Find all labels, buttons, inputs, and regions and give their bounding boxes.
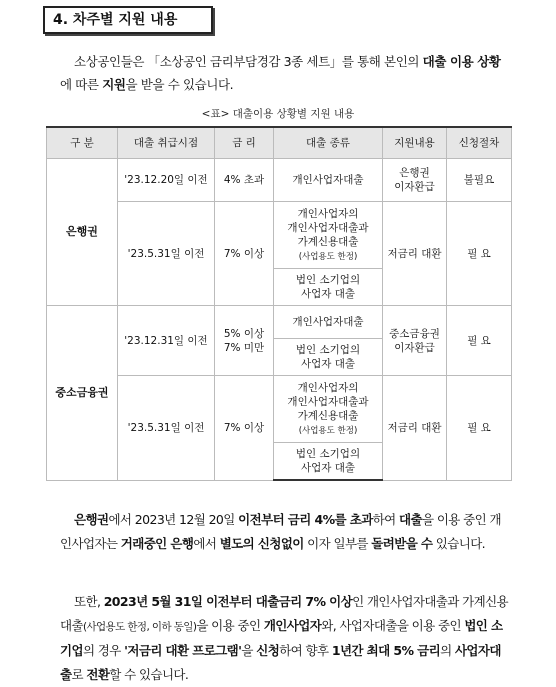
support-cell: 중소금융권 이자환급 bbox=[383, 306, 447, 376]
procedure-cell: 불필요 bbox=[447, 159, 512, 202]
table-row bbox=[47, 159, 512, 202]
procedure-cell: 필 요 bbox=[447, 202, 512, 306]
loan-date-cell: '23.12.31일 이전 bbox=[118, 306, 215, 376]
header-cell: 지원내용 bbox=[383, 127, 447, 159]
loan-type-cell: 법인 소기업의 사업자 대출 bbox=[274, 269, 383, 306]
category-smfi: 중소금융권 bbox=[47, 306, 118, 481]
loan-type-cell: 개인사업자의 개인사업자대출과 가계신용대출 (사업용도 한정) bbox=[274, 202, 383, 269]
loan-date-cell: '23.5.31일 이전 bbox=[118, 376, 215, 481]
table-caption: <표> 대출이용 상황별 지원 내용 bbox=[201, 108, 355, 120]
loan-type-cell: 법인 소기업의 사업자 대출 bbox=[274, 339, 383, 376]
support-table bbox=[46, 126, 512, 481]
refinance-paragraph: 또한, 2023년 5월 31일 이전부터 대출금리 7% 이상인 개인사업자대출과 가계신용대출(사업용도 한정, 이하 동일)을 이용 중인 개인사업자와, 사업자대출을 이용 중인 법인 소기업의 경우 '저금리 대환 프로그램'을 신청하여 향후 1년간 최대 5% 금리의 사업자대출로 전환할 수 있습니다. bbox=[60, 594, 509, 682]
section-title: 4. 차주별 지원 내용 bbox=[43, 6, 213, 34]
support-cell: 저금리 대환 bbox=[383, 202, 447, 306]
category-bank: 은행권 bbox=[47, 159, 118, 306]
loan-type-cell: 개인사업자의 개인사업자대출과 가계신용대출 (사업용도 한정) bbox=[274, 376, 383, 443]
bank-paragraph: 은행권에서 2023년 12월 20일 이전부터 금리 4%를 초과하여 대출을 이용 중인 개인사업자는 거래중인 은행에서 별도의 신청없이 이자 일부를 돌려받을 수 있습니다. bbox=[60, 512, 501, 551]
loan-type-cell: 개인사업자대출 bbox=[274, 159, 383, 202]
loan-date-cell: '23.12.20일 이전 bbox=[118, 159, 215, 202]
support-cell: 저금리 대환 bbox=[383, 376, 447, 481]
header-cell: 대출 취급시점 bbox=[118, 127, 215, 159]
support-cell: 은행권 이자환급 bbox=[383, 159, 447, 202]
loan-date-cell: '23.5.31일 이전 bbox=[118, 202, 215, 306]
table-header-row bbox=[47, 127, 512, 159]
header-cell: 금 리 bbox=[215, 127, 274, 159]
table-row bbox=[47, 306, 512, 339]
rate-cell: 7% 이상 bbox=[215, 202, 274, 306]
rate-cell: 7% 이상 bbox=[215, 376, 274, 481]
header-cell: 구 분 bbox=[47, 127, 118, 159]
procedure-cell: 필 요 bbox=[447, 376, 512, 481]
loan-type-cell: 개인사업자대출 bbox=[274, 306, 383, 339]
rate-cell: 4% 초과 bbox=[215, 159, 274, 202]
loan-type-cell: 법인 소기업의 사업자 대출 bbox=[274, 443, 383, 481]
rate-cell: 5% 이상 7% 미만 bbox=[215, 306, 274, 376]
header-cell: 신청절차 bbox=[447, 127, 512, 159]
header-cell: 대출 종류 bbox=[274, 127, 383, 159]
procedure-cell: 필 요 bbox=[447, 306, 512, 376]
intro-paragraph: 소상공인들은 「소상공인 금리부담경감 3종 세트」를 통해 본인의 대출 이용 상황에 따른 지원을 받을 수 있습니다. bbox=[60, 54, 501, 92]
